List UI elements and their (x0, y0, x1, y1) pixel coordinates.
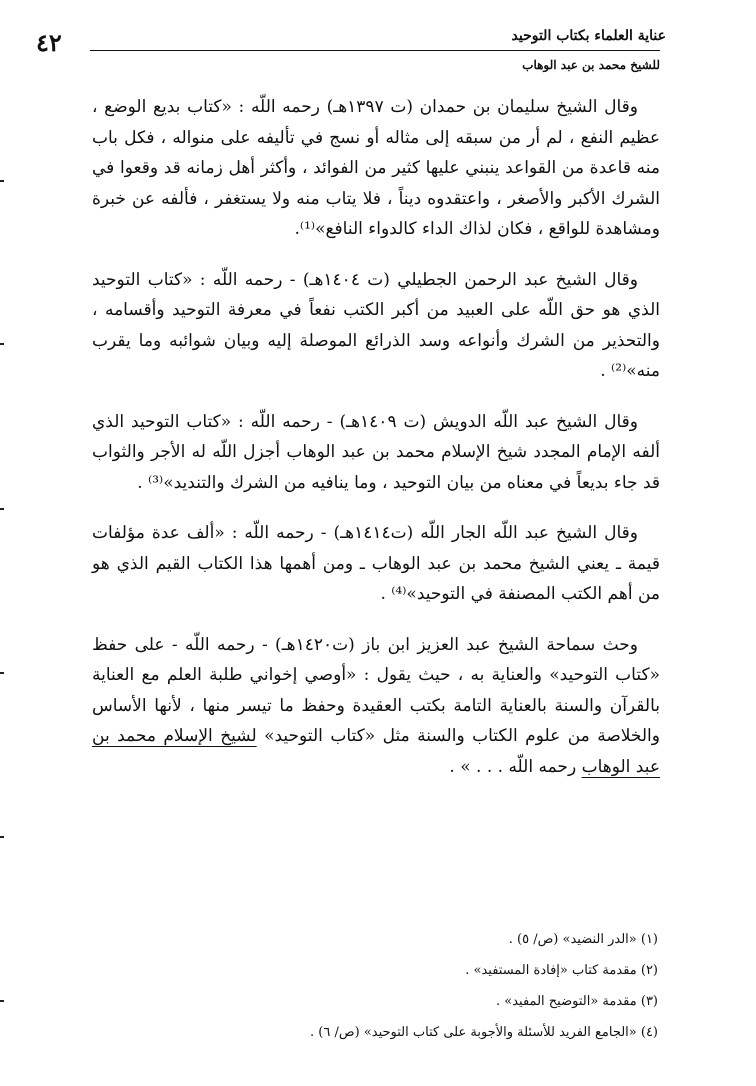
scan-margin-mark (0, 672, 4, 674)
running-subtitle: للشيخ محمد بن عبد الوهاب (522, 58, 660, 72)
header-rule (90, 50, 660, 51)
footnote-2: (٢) مقدمة كتاب «إفادة المستفيد» . (465, 963, 658, 978)
footnotes (92, 924, 660, 1048)
scan-margin-mark (0, 836, 4, 838)
footnote-3: (٣) مقدمة «التوضيح المفيد» . (496, 994, 658, 1009)
underlined-phrase: لشيخ الإسلام محمد بن عبد الوهاب (92, 726, 660, 777)
body-text (92, 92, 660, 782)
running-title: عناية العلماء بكتاب التوحيد (511, 28, 666, 44)
scan-margin-mark (0, 343, 4, 345)
page-number: ٤٢ (36, 28, 62, 57)
paragraph-1: وقال الشيخ سليمان بن حمدان (ت ١٣٩٧هـ) رحمه اللّه : «كتاب بديع الوضع ، عظيم النفع ، لم أر من سبقه إلى مثاله أو نسج في تأليفه على منواله ، فكل باب منه قاعدة من القواعد ينبني عليها كثير من الفوائد ، وأكثر أهل زمانه قد وقعوا في الشرك الأكبر والأصغر ، واعتقدوه ديناً ، فلا يتاب منه ولا يستغفر ، فألفه عن خبرة ومشاهدة للواقع ، فكان لذاك الداء كالدواء النافع»⁽¹⁾. (92, 97, 660, 239)
scan-margin-mark (0, 1000, 4, 1002)
paragraph-4: وقال الشيخ عبد اللّه الجار اللّه (ت١٤١٤هـ) - رحمه اللّه : «ألف عدة مؤلفات قيمة ـ يعني الشيخ محمد بن عبد الوهاب ـ ومن أهمها هذا الكتاب القيم الذي هو من أهم الكتب المصنفة في التوحيد»⁽⁴⁾ . (92, 523, 660, 604)
paragraph-3: وقال الشيخ عبد اللّه الدويش (ت ١٤٠٩هـ) - رحمه اللّه : «كتاب التوحيد الذي ألفه الإمام المجدد شيخ الإسلام محمد بن عبد الوهاب أجزل اللّه له الأجر والثواب قد جاء بديعاً في معناه من بيان التوحيد ، وما ينافيه من الشرك والتنديد»⁽³⁾ . (92, 411, 660, 493)
paragraph-2: وقال الشيخ عبد الرحمن الجطيلي (ت ١٤٠٤هـ) - رحمه اللّه : «كتاب التوحيد الذي هو حق اللّه على العبيد من أكبر الكتب نفعاً في معرفة التوحيد وأقسامه ، والتحذير من الشرك وأنواعه وسد الذرائع الموصلة إليه وبيان شوائبه وما يقرب منه»⁽²⁾ . (92, 269, 660, 381)
footnote-4: (٤) «الجامع الفريد للأسئلة والأجوبة على كتاب التوحيد» (ص/ ٦) . (310, 1025, 658, 1040)
scan-margin-mark (0, 508, 4, 510)
scan-margin-mark (0, 180, 4, 182)
footnote-1: (١) «الدر النضيد» (ص/ ٥) . (508, 932, 658, 947)
paragraph-5-text: وحث سماحة الشيخ عبد العزيز ابن باز (ت١٤٢٠هـ) - رحمه اللّه - على حفظ «كتاب التوحيد» والعناية به ، حيث يقول : «أوصي إخواني طلبة العلم مع العناية بالقرآن والسنة بالعناية التامة بكتب العقيدة وحفظ ما تيسر منها ، لأنها الأساس والخلاصة من علوم الكتاب والسنة مثل «كتاب التوحيد» (92, 634, 660, 746)
paragraph-5 (92, 630, 660, 783)
paragraph-5-ending: رحمه اللّه . . . » . (449, 756, 582, 777)
